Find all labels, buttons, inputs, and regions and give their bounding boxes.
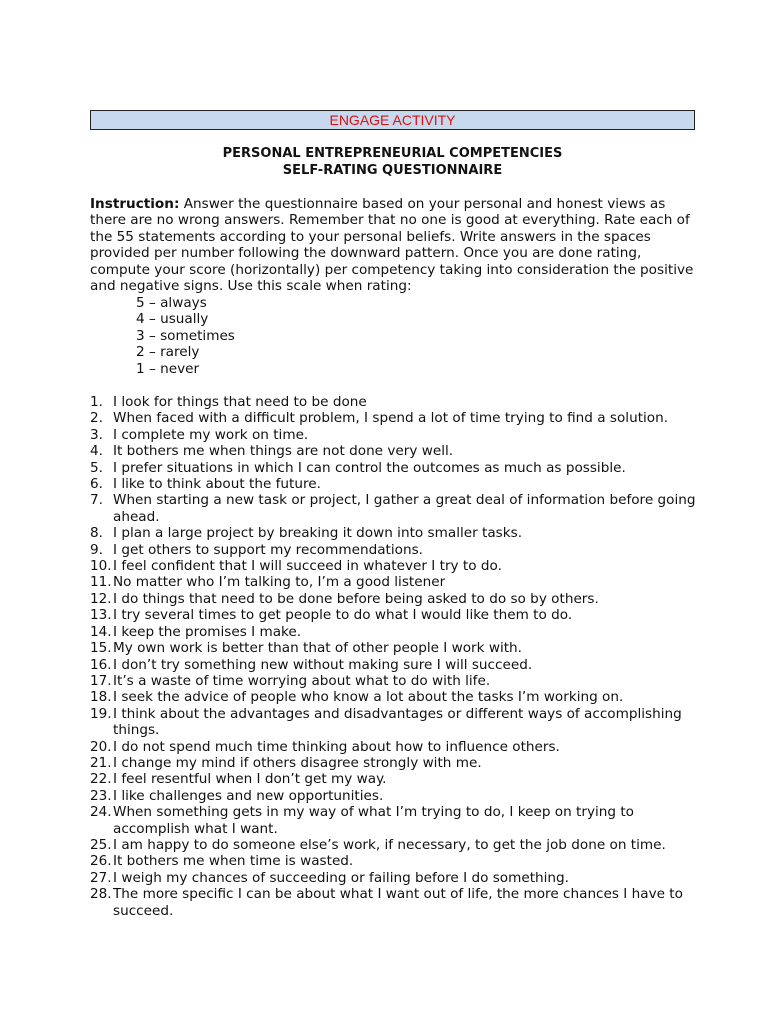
- list-item: [90, 476, 700, 492]
- item-text: I feel resentful when I don’t get my way.: [113, 771, 387, 788]
- item-number: 18.: [90, 689, 112, 706]
- instruction-text: Answer the questionnaire based on your personal and honest views as there are no wrong answers. Remember that no one is good at everything. Rate each of the 55 statements according to your personal beliefs. Write answers in the spaces provided per number following the downward pattern. Once you are done rating, compute your score (horizontally) per competency taking into consideration the positive and negative signs. Use this scale when rating:: [90, 196, 694, 295]
- item-number: 28.: [90, 886, 112, 903]
- list-item: [90, 788, 700, 804]
- item-text: I seek the advice of people who know a lot about the tasks I’m working on.: [113, 689, 624, 706]
- list-item: [90, 640, 700, 656]
- item-text: I plan a large project by breaking it down into smaller tasks.: [113, 525, 523, 542]
- item-number: 5.: [90, 459, 103, 476]
- item-text: I am happy to do someone else’s work, if necessary, to get the job done on time.: [113, 836, 666, 853]
- engage-activity-banner: ENGAGE ACTIVITY: [90, 110, 695, 130]
- item-text: When faced with a difficult problem, I spend a lot of time trying to find a solution.: [113, 410, 669, 427]
- list-item: [90, 853, 700, 869]
- list-item: [90, 673, 700, 689]
- rating-scale: [136, 295, 235, 377]
- item-text: I like to think about the future.: [113, 476, 321, 493]
- item-number: 13.: [90, 607, 112, 624]
- list-item: [90, 574, 700, 590]
- item-number: 24.: [90, 804, 112, 821]
- item-number: 4.: [90, 443, 103, 460]
- list-item: [90, 624, 700, 640]
- item-text: I complete my work on time.: [113, 426, 309, 443]
- scale-item: 5 – always: [136, 295, 207, 311]
- list-item: [90, 804, 700, 837]
- scale-item: 3 – sometimes: [136, 327, 235, 344]
- title-line-2: SELF-RATING QUESTIONNAIRE: [282, 162, 503, 178]
- item-text: I feel confident that I will succeed in whatever I try to do.: [113, 558, 502, 575]
- item-number: 17.: [90, 672, 112, 689]
- item-text: The more specific I can be about what I want out of life, the more chances I have to succeed.: [113, 886, 683, 919]
- list-item: [90, 886, 700, 919]
- document-title: [90, 146, 695, 179]
- list-item: [90, 689, 700, 705]
- list-item: [90, 739, 700, 755]
- item-text: My own work is better than that of other people I work with.: [113, 640, 522, 657]
- list-item: [90, 837, 700, 853]
- scale-item: 1 – never: [136, 360, 200, 377]
- item-text: I prefer situations in which I can control the outcomes as much as possible.: [113, 459, 626, 476]
- item-number: 8.: [90, 525, 103, 542]
- list-item: [90, 410, 700, 426]
- item-number: 7.: [90, 492, 103, 509]
- item-number: 3.: [90, 426, 103, 443]
- scale-item: 2 – rarely: [136, 344, 200, 361]
- item-number: 14.: [90, 623, 112, 640]
- item-text: When starting a new task or project, I gather a great deal of information before going ahead.: [113, 492, 696, 525]
- list-item: [90, 657, 700, 673]
- item-text: I get others to support my recommendations.: [113, 541, 423, 558]
- item-text: I like challenges and new opportunities.: [113, 787, 384, 804]
- item-text: I do not spend much time thinking about how to influence others.: [113, 738, 560, 755]
- list-item: [90, 492, 700, 525]
- item-text: I don’t try something new without making sure I will succeed.: [113, 656, 533, 673]
- list-item: [90, 706, 700, 739]
- list-item: [90, 607, 700, 623]
- item-number: 23.: [90, 787, 112, 804]
- item-text: I think about the advantages and disadvantages or different ways of accomplishing things.: [113, 705, 682, 739]
- list-item: [90, 542, 700, 558]
- title-line-1: PERSONAL ENTREPRENEURIAL COMPETENCIES: [222, 146, 563, 161]
- item-text: I keep the promises I make.: [113, 623, 302, 640]
- item-text: When something gets in my way of what I’m trying to do, I keep on trying to accomplish what I want.: [113, 804, 635, 837]
- list-item: [90, 427, 700, 443]
- item-text: No matter who I’m talking to, I’m a good listener: [113, 574, 446, 591]
- item-number: 22.: [90, 771, 112, 788]
- item-number: 26.: [90, 853, 112, 870]
- item-number: 2.: [90, 410, 103, 427]
- item-text: I do things that need to be done before being asked to do so by others.: [113, 590, 599, 607]
- list-item: [90, 460, 700, 476]
- list-item: [90, 755, 700, 771]
- list-item: [90, 870, 700, 886]
- instruction-label: Instruction:: [90, 196, 180, 212]
- item-text: I weigh my chances of succeeding or failing before I do something.: [113, 869, 570, 886]
- list-item: [90, 525, 700, 541]
- list-item: [90, 394, 700, 410]
- instruction-paragraph: [90, 196, 695, 294]
- item-number: 6.: [90, 476, 103, 493]
- item-number: 19.: [90, 705, 112, 722]
- list-item: [90, 443, 700, 459]
- item-text: I look for things that need to be done: [113, 394, 367, 410]
- item-number: 25.: [90, 836, 112, 853]
- list-item: [90, 558, 700, 574]
- item-number: 9.: [90, 541, 103, 558]
- item-number: 1.: [90, 394, 103, 410]
- item-number: 21.: [90, 754, 112, 771]
- item-number: 15.: [90, 640, 112, 657]
- item-number: 11.: [90, 574, 112, 591]
- item-text: I change my mind if others disagree strongly with me.: [113, 754, 482, 771]
- list-item: [90, 771, 700, 787]
- item-number: 20.: [90, 738, 112, 755]
- list-item: [90, 591, 700, 607]
- item-number: 16.: [90, 656, 112, 673]
- item-number: 12.: [90, 590, 112, 607]
- item-text: I try several times to get people to do what I would like them to do.: [113, 607, 573, 624]
- scale-item: 4 – usually: [136, 311, 209, 328]
- item-text: It bothers me when time is wasted.: [113, 853, 354, 870]
- item-number: 10.: [90, 558, 112, 575]
- item-text: It bothers me when things are not done very well.: [113, 443, 454, 460]
- item-text: It’s a waste of time worrying about what to do with life.: [113, 672, 491, 689]
- item-number: 27.: [90, 869, 112, 886]
- questionnaire-list: [90, 394, 700, 919]
